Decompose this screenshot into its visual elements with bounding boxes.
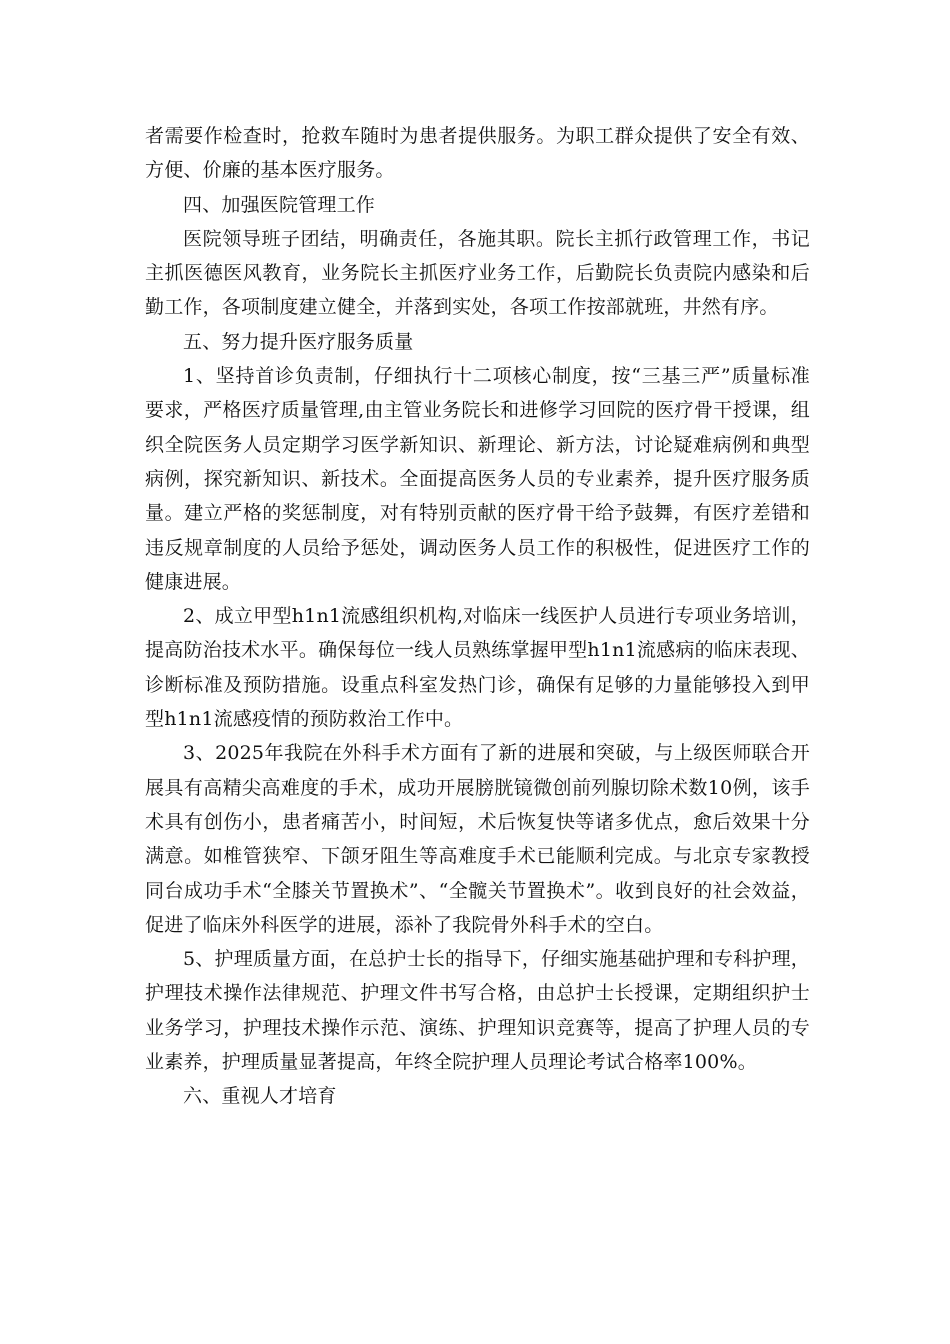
section-heading-4: 四、加强医院管理工作	[183, 193, 376, 216]
paragraph-item-2: 2、成立甲型h1n1流感组织机构,对临床一线医护人员进行专项业务培训，提高防治技术水平。确保每位一线人员熟练掌握甲型h1n1流感病的临床表现、诊断标准及预防措施。设重点科室发热门诊，确保有足够的力量能够投入到甲型h1n1流感疫情的预防救治工作中。	[145, 605, 810, 731]
paragraph-continuation: 者需要作检查时，抢救车随时为患者提供服务。为职工群众提供了安全有效、方便、价廉的基本医疗服务。	[145, 125, 810, 182]
paragraph-item-3: 3、2025年我院在外科手术方面有了新的进展和突破，与上级医师联合开展具有高精尖高难度的手术，成功开展膀胱镜微创前列腺切除术数10例，该手术具有创伤小，患者痛苦小，时间短，术后恢复快等诸多优点，愈后效果十分满意。如椎管狭窄、下颌牙阻生等高难度手术已能顺利完成。与北京专家教授同台成功手术“全膝关节置换术”、“全髋关节置换术”。收到良好的社会效益，促进了临床外科医学的进展，添补了我院骨外科手术的空白。	[145, 742, 810, 936]
paragraph-item-5: 5、护理质量方面，在总护士长的指导下，仔细实施基础护理和专科护理，护理技术操作法律规范、护理文件书写合格，由总护士长授课，定期组织护士业务学习，护理技术操作示范、演练、护理知识竞赛等，提高了护理人员的专业素养，护理质量显著提高，年终全院护理人员理论考试合格率100%。	[145, 948, 810, 1074]
paragraph-hospital-management: 医院领导班子团结，明确责任，各施其职。院长主抓行政管理工作，书记主抓医德医风教育，业务院长主抓医疗业务工作，后勤院长负责院内感染和后勤工作，各项制度建立健全，并落到实处，各项工作按部就班，井然有序。	[145, 227, 810, 319]
paragraph-item-1: 1、坚持首诊负责制，仔细执行十二项核心制度，按“三基三严”质量标准要求，严格医疗质量管理,由主管业务院长和进修学习回院的医疗骨干授课，组织全院医务人员定期学习医学新知识、新理论、新方法，讨论疑难病例和典型病例，探究新知识、新技术。全面提高医务人员的专业素养，提升医疗服务质量。建立严格的奖惩制度，对有特别贡献的医疗骨干给予鼓舞，有医疗差错和违反规章制度的人员给予惩处，调动医务人员工作的积极性，促进医疗工作的健康进展。	[145, 365, 810, 593]
section-heading-5: 五、努力提升医疗服务质量	[183, 330, 414, 353]
document-body	[145, 119, 810, 1114]
section-heading-6: 六、重视人才培育	[183, 1085, 337, 1108]
